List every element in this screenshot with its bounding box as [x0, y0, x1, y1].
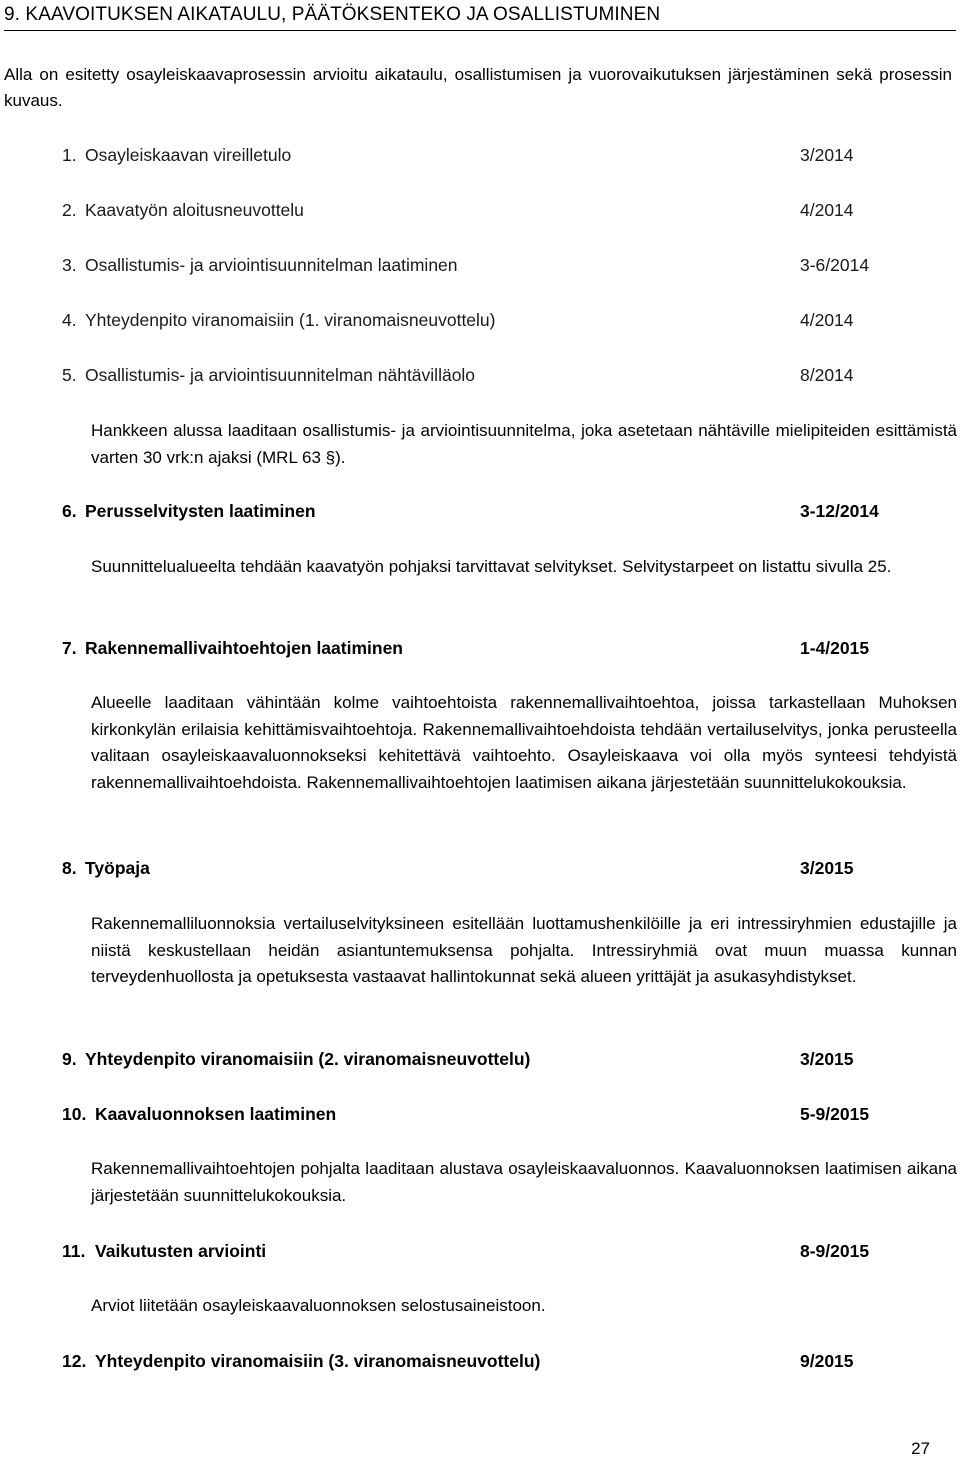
item-10-description: Rakennemallivaihtoehtojen pohjalta laaditaan alustava osayleiskaavaluonnos. Kaavaluonnoksen laatimisen aikana järjestetään suunnittelukokouksia.	[91, 1159, 957, 1205]
schedule-item-4	[62, 307, 942, 333]
item-number: 7.	[62, 638, 77, 658]
item-number: 6.	[62, 501, 77, 521]
item-date: 4/2014	[800, 310, 854, 330]
item-date: 5-9/2015	[800, 1104, 870, 1124]
item-title: Osallistumis- ja arviointisuunnitelman nähtävilläolo	[85, 365, 476, 385]
item-date: 3/2015	[800, 1049, 854, 1069]
item-number: 12.	[62, 1351, 87, 1371]
item-number: 2.	[62, 200, 77, 220]
schedule-item-8	[62, 855, 942, 881]
item-number: 8.	[62, 858, 77, 878]
item-title: Työpaja	[85, 858, 150, 878]
intro-paragraph: Alla on esitetty osayleiskaavaprosessin arvioitu aikataulu, osallistumisen ja vuorovaikutuksen järjestäminen sekä prosessin kuvaus.	[4, 65, 952, 110]
schedule-item-1	[62, 142, 942, 168]
item-title: Yhteydenpito viranomaisiin (2. viranomaisneuvottelu)	[85, 1049, 531, 1069]
heading-underline	[4, 30, 956, 31]
item-date: 3/2014	[800, 145, 854, 165]
schedule-item-3	[62, 252, 942, 278]
item-title: Rakennemallivaihtoehtojen laatiminen	[85, 638, 403, 658]
schedule-item-11	[62, 1238, 942, 1264]
section-heading: 9. KAAVOITUKSEN AIKATAULU, PÄÄTÖKSENTEKO JA OSALLISTUMINEN	[4, 4, 661, 25]
schedule-item-9	[62, 1046, 942, 1072]
item-title: Osayleiskaavan vireilletulo	[85, 145, 292, 165]
schedule-item-10	[62, 1101, 942, 1127]
item-5-description: Hankkeen alussa laaditaan osallistumis- ja arviointisuunnitelma, joka asetetaan nähtäville mielipiteiden esittämistä varten 30 vrk:n ajaksi (MRL 63 §).	[91, 421, 957, 467]
item-title: Vaikutusten arviointi	[95, 1241, 267, 1261]
page-number: 27	[911, 1439, 930, 1458]
item-number: 5.	[62, 365, 77, 385]
item-date: 3-6/2014	[800, 255, 870, 275]
schedule-item-12	[62, 1348, 942, 1374]
item-title: Yhteydenpito viranomaisiin (3. viranomaisneuvottelu)	[95, 1351, 541, 1371]
item-6-description: Suunnittelualueelta tehdään kaavatyön pohjaksi tarvittavat selvitykset. Selvitystarpeet on listattu sivulla 25.	[91, 557, 892, 576]
item-8-description: Rakennemalliluonnoksia vertailuselvityksineen esitellään luottamushenkilöille ja eri intressiryhmien edustajille ja niistä keskustellaan heidän asiantuntemuksensa pohjalta. Intressiryhmiä ovat muun muassa kunnan terveydenhuollosta ja opetuksesta vastaavat hallintokunnat sekä alueen yrittäjät ja asukasyhdistykset.	[91, 914, 957, 986]
item-number: 11.	[62, 1241, 86, 1261]
item-number: 9.	[62, 1049, 77, 1069]
schedule-item-6	[62, 498, 942, 524]
item-date: 9/2015	[800, 1351, 854, 1371]
item-date: 8-9/2015	[800, 1241, 870, 1261]
schedule-item-2	[62, 197, 942, 223]
item-date: 3-12/2014	[800, 501, 879, 521]
item-title: Yhteydenpito viranomaisiin (1. viranomaisneuvottelu)	[85, 310, 496, 330]
item-number: 1.	[62, 145, 77, 165]
item-date: 8/2014	[800, 365, 854, 385]
item-date: 4/2014	[800, 200, 854, 220]
schedule-item-5	[62, 362, 942, 388]
item-number: 3.	[62, 255, 77, 275]
item-7-description: Alueelle laaditaan vähintään kolme vaihtoehtoista rakennemallivaihtoehtoa, joissa tarkastellaan Muhoksen kirkonkylän erilaisia kehittämisvaihtoehtoja. Rakennemallivaihtoehdoista tehdään vertailuselvitys, jonka perusteella valitaan osayleiskaavaluonnokseksi kehitettävä vaihtoehto. Osayleiskaava voi olla myös synteesi tehdyistä rakennemallivaihtoehdoista. Rakennemallivaihtoehtojen laatimisen aikana järjestetään suunnittelukokouksia.	[91, 693, 957, 792]
item-date: 1-4/2015	[800, 638, 870, 658]
item-title: Kaavatyön aloitusneuvottelu	[85, 200, 304, 220]
item-11-description: Arviot liitetään osayleiskaavaluonnoksen selostusaineistoon.	[91, 1296, 546, 1315]
item-date: 3/2015	[800, 858, 854, 878]
item-number: 10.	[62, 1104, 87, 1124]
schedule-item-7	[62, 635, 942, 661]
item-number: 4.	[62, 310, 77, 330]
item-title: Osallistumis- ja arviointisuunnitelman laatiminen	[85, 255, 458, 275]
item-title: Perusselvitysten laatiminen	[85, 501, 316, 521]
item-title: Kaavaluonnoksen laatiminen	[95, 1104, 337, 1124]
